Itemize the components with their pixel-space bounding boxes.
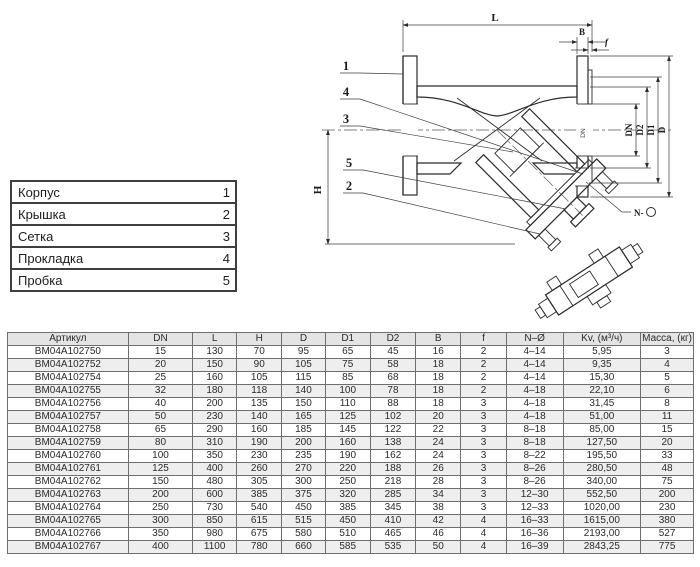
spec-column-header: Артикул — [8, 333, 129, 346]
spec-column-header: D — [282, 333, 325, 346]
spec-cell: 8–18 — [506, 437, 563, 450]
spec-cell: 4–14 — [506, 346, 563, 359]
spec-cell: 2 — [461, 372, 506, 385]
spec-cell: 150 — [128, 476, 192, 489]
spec-cell: 270 — [282, 463, 325, 476]
spec-cell: 260 — [237, 463, 282, 476]
spec-cell: 850 — [193, 515, 237, 528]
dimension-lines — [312, 12, 673, 244]
spec-cell: 122 — [370, 424, 415, 437]
spec-cell: 230 — [237, 450, 282, 463]
spec-cell: 16–36 — [506, 528, 563, 541]
spec-cell: 15 — [128, 346, 192, 359]
spec-cell: 2 — [461, 346, 506, 359]
spec-table-row — [8, 463, 694, 476]
spec-cell: 105 — [237, 372, 282, 385]
spec-cell: 980 — [193, 528, 237, 541]
spec-table-row — [8, 476, 694, 489]
spec-column-header: L — [193, 333, 237, 346]
spec-cell: BM04A102754 — [8, 372, 129, 385]
spec-cell: 340,00 — [563, 476, 641, 489]
dim-label-L: L — [491, 12, 499, 24]
spec-cell: 3 — [461, 450, 506, 463]
spec-cell: 310 — [193, 437, 237, 450]
spec-cell: 8–26 — [506, 476, 563, 489]
spec-cell: 65 — [128, 424, 192, 437]
legend-part-number: 5 — [206, 269, 236, 291]
spec-cell: 535 — [370, 541, 415, 554]
spec-table-row — [8, 346, 694, 359]
dim-label-D1: D1 — [646, 124, 656, 136]
spec-cell: 480 — [193, 476, 237, 489]
callout-3: 3 — [342, 112, 350, 126]
spec-cell: 3 — [461, 476, 506, 489]
spec-cell: 31,45 — [563, 398, 641, 411]
spec-cell: 12–30 — [506, 489, 563, 502]
spec-cell: 90 — [237, 359, 282, 372]
spec-cell: 3 — [461, 398, 506, 411]
legend-part-name: Прокладка — [11, 247, 206, 269]
spec-cell: 350 — [128, 528, 192, 541]
dim-label-D: D — [657, 126, 667, 134]
spec-cell: 75 — [325, 359, 370, 372]
spec-cell: 775 — [641, 541, 694, 554]
bolt-hole-symbol — [647, 208, 656, 217]
spec-table-row — [8, 528, 694, 541]
spec-cell: 540 — [237, 502, 282, 515]
spec-cell: 190 — [237, 437, 282, 450]
legend-row — [11, 203, 236, 225]
spec-cell: 2 — [461, 359, 506, 372]
spec-cell: 18 — [416, 398, 461, 411]
spec-cell: 115 — [282, 372, 325, 385]
spec-cell: 2843,25 — [563, 541, 641, 554]
spec-cell: BM04A102761 — [8, 463, 129, 476]
spec-cell: 350 — [193, 450, 237, 463]
spec-cell: 385 — [325, 502, 370, 515]
spec-cell: 285 — [370, 489, 415, 502]
spec-cell: 4 — [461, 528, 506, 541]
spec-cell: 51,00 — [563, 411, 641, 424]
spec-cell: 18 — [416, 385, 461, 398]
spec-cell: 150 — [193, 359, 237, 372]
spec-column-header: N–Ø — [506, 333, 563, 346]
spec-cell: 4–18 — [506, 385, 563, 398]
spec-cell: 250 — [325, 476, 370, 489]
spec-cell: 280,50 — [563, 463, 641, 476]
legend-part-name: Корпус — [18, 184, 60, 200]
spec-cell: 38 — [416, 502, 461, 515]
spec-cell: 15 — [641, 424, 694, 437]
spec-column-header: D1 — [325, 333, 370, 346]
legend-part-number: 2 — [206, 203, 236, 225]
spec-cell: 160 — [193, 372, 237, 385]
spec-cell: 160 — [237, 424, 282, 437]
spec-table-row — [8, 502, 694, 515]
spec-cell: 68 — [370, 372, 415, 385]
spec-cell: 450 — [325, 515, 370, 528]
spec-cell: 8–22 — [506, 450, 563, 463]
spec-cell: 527 — [641, 528, 694, 541]
spec-cell: 150 — [282, 398, 325, 411]
spec-cell: 78 — [370, 385, 415, 398]
spec-cell: 130 — [193, 346, 237, 359]
spec-cell: 28 — [416, 476, 461, 489]
spec-cell: 26 — [416, 463, 461, 476]
spec-cell: 2193,00 — [563, 528, 641, 541]
spec-cell: BM04A102757 — [8, 411, 129, 424]
spec-cell: 1615,00 — [563, 515, 641, 528]
spec-cell: 118 — [237, 385, 282, 398]
parts-legend-table — [10, 180, 237, 292]
strainer-branch — [462, 95, 620, 253]
spec-cell: BM04A102765 — [8, 515, 129, 528]
spec-table-head — [8, 333, 694, 346]
bore-label: DN — [580, 128, 587, 138]
spec-cell: 660 — [282, 541, 325, 554]
part-callouts — [340, 59, 583, 234]
spec-cell: 22 — [416, 424, 461, 437]
spec-cell: 18 — [416, 372, 461, 385]
spec-cell: 4–18 — [506, 398, 563, 411]
spec-cell: 50 — [416, 541, 461, 554]
spec-cell: 34 — [416, 489, 461, 502]
spec-cell: 80 — [128, 437, 192, 450]
spec-cell: 16–39 — [506, 541, 563, 554]
spec-cell: 24 — [416, 437, 461, 450]
spec-cell: 20 — [416, 411, 461, 424]
spec-cell: 145 — [325, 424, 370, 437]
spec-cell: 780 — [237, 541, 282, 554]
spec-cell: 85,00 — [563, 424, 641, 437]
spec-column-header: DN — [128, 333, 192, 346]
cover-detail-view — [526, 229, 656, 332]
spec-table-row — [8, 398, 694, 411]
spec-cell: 4–18 — [506, 411, 563, 424]
spec-table-row — [8, 359, 694, 372]
spec-cell: 75 — [641, 476, 694, 489]
legend-row — [11, 247, 236, 269]
spec-cell: 200 — [193, 398, 237, 411]
spec-column-header: Масса, (кг) — [642, 333, 692, 344]
spec-cell: 33 — [641, 450, 694, 463]
spec-cell: BM04A102758 — [8, 424, 129, 437]
legend-part-name: Крышка — [11, 203, 206, 225]
spec-cell: 230 — [193, 411, 237, 424]
spec-cell: BM04A102756 — [8, 398, 129, 411]
legend-row — [11, 181, 236, 203]
spec-table-row — [8, 372, 694, 385]
spec-cell: 11 — [641, 411, 694, 424]
legend-part-number: 3 — [206, 225, 236, 247]
spec-cell: 8–26 — [506, 463, 563, 476]
spec-cell: BM04A102752 — [8, 359, 129, 372]
parts-legend-body — [11, 181, 236, 291]
spec-cell: 5,95 — [563, 346, 641, 359]
spec-cell: 200 — [282, 437, 325, 450]
spec-cell: 300 — [128, 515, 192, 528]
spec-cell: 6 — [641, 385, 694, 398]
spec-cell: 515 — [282, 515, 325, 528]
spec-cell: 110 — [325, 398, 370, 411]
spec-cell: 102 — [370, 411, 415, 424]
spec-cell: 230 — [641, 502, 694, 515]
spec-cell: 4–14 — [506, 359, 563, 372]
spec-cell: 165 — [282, 411, 325, 424]
spec-cell: 135 — [237, 398, 282, 411]
spec-cell: 18 — [416, 359, 461, 372]
spec-cell: 12–33 — [506, 502, 563, 515]
spec-cell: 4 — [641, 359, 694, 372]
spec-cell: 218 — [370, 476, 415, 489]
spec-column-header: Kv, (м³/ч) — [563, 333, 641, 346]
spec-cell: 65 — [325, 346, 370, 359]
dim-label-N: N- — [634, 208, 644, 218]
spec-cell: 375 — [282, 489, 325, 502]
callout-5: 5 — [345, 156, 353, 170]
spec-cell: 320 — [325, 489, 370, 502]
spec-header-row — [8, 333, 694, 346]
spec-cell: 195,50 — [563, 450, 641, 463]
spec-cell: 100 — [325, 385, 370, 398]
spec-cell: BM04A102766 — [8, 528, 129, 541]
spec-cell: 200 — [641, 489, 694, 502]
valve-technical-drawing — [300, 0, 700, 332]
spec-cell: 2 — [461, 385, 506, 398]
spec-cell: 410 — [370, 515, 415, 528]
spec-cell: 25 — [128, 372, 192, 385]
spec-cell: 3 — [461, 424, 506, 437]
spec-cell: 3 — [461, 489, 506, 502]
spec-cell: 600 — [193, 489, 237, 502]
spec-cell: BM04A102763 — [8, 489, 129, 502]
spec-cell: 190 — [325, 450, 370, 463]
spec-cell: 400 — [193, 463, 237, 476]
spec-cell: BM04A102764 — [8, 502, 129, 515]
spec-column-header: H — [237, 333, 282, 346]
spec-cell: 162 — [370, 450, 415, 463]
spec-cell: 675 — [237, 528, 282, 541]
spec-cell: 45 — [370, 346, 415, 359]
spec-cell: 510 — [325, 528, 370, 541]
spec-cell: 1100 — [193, 541, 237, 554]
legend-part-name: Сетка — [11, 225, 206, 247]
spec-cell: 580 — [282, 528, 325, 541]
spec-table-row — [8, 385, 694, 398]
spec-cell: 9,35 — [563, 359, 641, 372]
spec-cell: 3 — [461, 411, 506, 424]
spec-cell: 730 — [193, 502, 237, 515]
spec-cell: 127,50 — [563, 437, 641, 450]
spec-cell: 15,30 — [563, 372, 641, 385]
spec-table-row — [8, 437, 694, 450]
spec-cell: 20 — [641, 437, 694, 450]
dim-label-H: H — [312, 185, 324, 195]
spec-cell: 160 — [325, 437, 370, 450]
spec-cell: 48 — [641, 463, 694, 476]
spec-cell: BM04A102767 — [8, 541, 129, 554]
spec-cell: 3 — [641, 346, 694, 359]
callout-1: 1 — [342, 59, 350, 73]
legend-row — [11, 225, 236, 247]
legend-part-number: 4 — [206, 247, 236, 269]
legend-row — [11, 269, 236, 291]
legend-part-number: 1 — [222, 184, 230, 200]
spec-cell: 305 — [237, 476, 282, 489]
legend-part-name: Пробка — [11, 269, 206, 291]
spec-cell: 20 — [128, 359, 192, 372]
spec-cell: 345 — [370, 502, 415, 515]
spec-cell: 125 — [128, 463, 192, 476]
spec-cell: BM04A102750 — [8, 346, 129, 359]
spec-cell: 46 — [416, 528, 461, 541]
spec-cell: 32 — [128, 385, 192, 398]
spec-table-row — [8, 489, 694, 502]
dim-label-D2: D2 — [635, 124, 645, 136]
spec-cell: 385 — [237, 489, 282, 502]
spec-cell: 100 — [128, 450, 192, 463]
spec-cell: 585 — [325, 541, 370, 554]
spec-cell: 70 — [237, 346, 282, 359]
spec-cell: 290 — [193, 424, 237, 437]
spec-cell: 88 — [370, 398, 415, 411]
spec-cell: 300 — [282, 476, 325, 489]
spec-cell: 50 — [128, 411, 192, 424]
spec-cell: 138 — [370, 437, 415, 450]
spec-cell: 250 — [128, 502, 192, 515]
spec-cell: 235 — [282, 450, 325, 463]
spec-table — [7, 332, 694, 554]
spec-cell: 188 — [370, 463, 415, 476]
spec-cell: 4 — [461, 515, 506, 528]
spec-cell: 465 — [370, 528, 415, 541]
spec-cell: 1020,00 — [563, 502, 641, 515]
spec-column-header: f — [461, 333, 506, 346]
dim-label-f: f — [605, 37, 608, 47]
spec-cell: 58 — [370, 359, 415, 372]
spec-cell: 105 — [282, 359, 325, 372]
spec-table-row — [8, 450, 694, 463]
spec-cell: BM04A102762 — [8, 476, 129, 489]
spec-cell: 185 — [282, 424, 325, 437]
dim-label-B: B — [578, 27, 586, 37]
spec-cell: 125 — [325, 411, 370, 424]
spec-table-row — [8, 424, 694, 437]
spec-cell: 380 — [641, 515, 694, 528]
spec-cell: 3 — [461, 437, 506, 450]
spec-cell: 140 — [237, 411, 282, 424]
spec-cell: 200 — [128, 489, 192, 502]
spec-column-header: B — [416, 333, 461, 346]
dim-label-DN: DN — [624, 123, 634, 137]
spec-cell: 40 — [128, 398, 192, 411]
spec-cell: 8–18 — [506, 424, 563, 437]
spec-table-body — [8, 346, 694, 554]
spec-cell: BM04A102759 — [8, 437, 129, 450]
spec-cell: 220 — [325, 463, 370, 476]
spec-cell: BM04A102755 — [8, 385, 129, 398]
spec-cell: BM04A102760 — [8, 450, 129, 463]
spec-cell: 95 — [282, 346, 325, 359]
spec-cell: 3 — [461, 463, 506, 476]
callout-4: 4 — [342, 85, 350, 99]
spec-cell: 3 — [461, 502, 506, 515]
spec-cell: 8 — [641, 398, 694, 411]
spec-cell: 4 — [461, 541, 506, 554]
spec-cell: 16–33 — [506, 515, 563, 528]
spec-cell: 552,50 — [563, 489, 641, 502]
spec-cell: 42 — [416, 515, 461, 528]
spec-column-header: D2 — [370, 333, 415, 346]
spec-cell: 22,10 — [563, 385, 641, 398]
spec-table-row — [8, 515, 694, 528]
spec-cell: 24 — [416, 450, 461, 463]
valve-body-section — [401, 56, 593, 197]
spec-cell: 4–14 — [506, 372, 563, 385]
callout-2: 2 — [345, 179, 353, 193]
spec-cell: 400 — [128, 541, 192, 554]
spec-cell: 16 — [416, 346, 461, 359]
spec-cell: 450 — [282, 502, 325, 515]
spec-cell: 180 — [193, 385, 237, 398]
spec-cell: 615 — [237, 515, 282, 528]
spec-table-row — [8, 541, 694, 554]
spec-cell: 5 — [641, 372, 694, 385]
spec-cell: 85 — [325, 372, 370, 385]
spec-cell: 140 — [282, 385, 325, 398]
spec-table-row — [8, 411, 694, 424]
